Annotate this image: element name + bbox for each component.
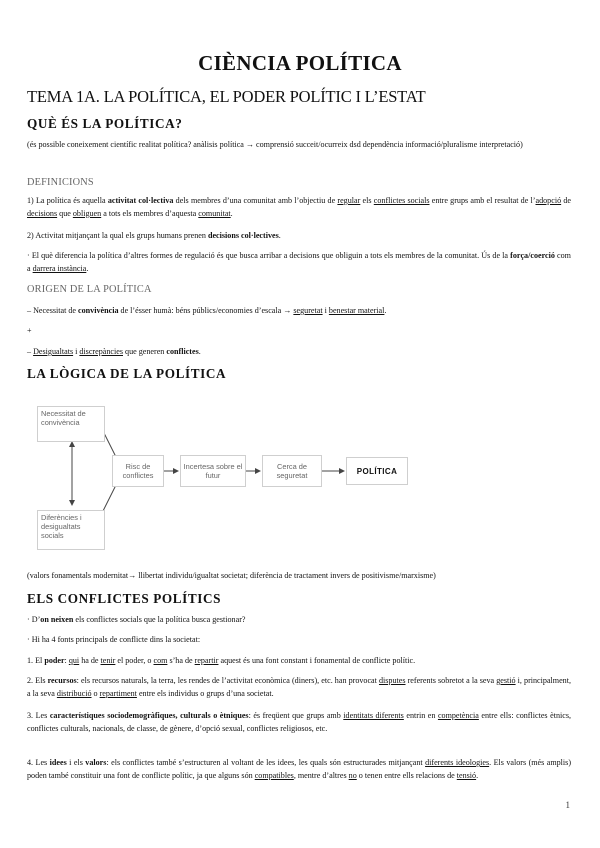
origin-2: – Desigualtats i discrepàncies que generen conflictes. [27,347,201,356]
box-uncertainty: Incertesa sobre el futur [180,455,246,487]
origin-1: – Necessitat de convivència de l’ésser humà: béns públics/economies d’escala → seguretat i benestar material. [27,306,387,315]
conflict-sources-intro: · Hi ha 4 fonts principals de conflicte dins la societat: [27,635,201,644]
origin-plus: + [27,326,32,335]
section-heading-logic-of-politics: LA LÒGICA DE LA POLÍTICA [27,366,227,381]
intro-paragraph: (és possible coneixement científic realitat política? anàlisis política → comprensió succeit/ocurreix dsd dependència informació/pluralisme interpretació) [27,140,523,149]
box-risk-conflicts: Risc de conflictes [112,455,164,487]
box-politics: POLÍTICA [346,457,408,485]
page-subtitle: TEMA 1A. LA POLÍTICA, EL PODER POLÍTIC I L’ESTAT [27,87,426,106]
definition-note: · El què diferencia la política d’altres formes de regulació és que busca arribar a decisions que obliguin a tots els membres de la comunitat. Ús de la força/coerció com a darrera instància. [27,251,571,273]
page-number: 1 [565,800,570,810]
logic-diagram [0,395,600,555]
box-search-security: Cerca de seguretat [262,455,322,487]
conflict-question: · D’on neixen els conflictes socials que la política busca gestionar? [27,615,246,624]
section-heading-political-conflicts: ELS CONFLICTES POLÍTICS [27,591,222,606]
origin-heading: ORIGEN DE LA POLÍTICA [27,284,152,295]
conflict-source-ideas: 4. Les idees i els valors: els conflictes també s’estructuren al voltant de les idees, les quals són estructurades mitjançant diferents ideologies. Els valors (més amplis) poden també constituir una font de conflicte polític, ja que alguns són compatibles, mentre d’altres no o tenen entre ells relacions de tensió. [27,758,572,780]
conflict-source-resources: 2. Els recursos: els recursos naturals, la terra, les rendes de l’activitat econòmica (diners), etc. han provocat disputes referents sobretot a la seva gestió i, principalment, a la seva distribució o repartiment entre els individus o grups d’una societat. [27,676,571,698]
conflict-source-characteristics: 3. Les característiques sociodemogràfiques, culturals o ètniques: és freqüent que grups amb identitats diferents entrin en competència entre ells: conflictes ètnics, conflictes culturals, nacionals, de classe, de gènere, d’opció sexual, conflictes religiosos, etc. [27,711,572,733]
definitions-heading: DEFINICIONS [27,177,94,188]
definition-2: 2) Activitat mitjançant la qual els grups humans prenen decisions col·lectives. [27,231,281,240]
values-note: (valors fonamentals modernitat→ llibertat individu/igualtat societat; diferència de tractament invers de positivisme/marxisme) [27,571,436,580]
section-heading-what-is-politics: QUÈ ÉS LA POLÍTICA? [27,116,183,131]
box-social-differences: Diferències i desigualtats socials [37,510,105,550]
page-title: CIÈNCIA POLÍTICA [198,51,402,75]
box-need-coexistence: Necessitat de convivència [37,406,105,442]
definition-1: 1) La política és aquella activitat col·lectiva dels membres d’una comunitat amb l’objectiu de regular els conflictes socials entre grups amb el resultat de l’adopció de decisions que obliguen a tots els membres d’aquesta comunitat. [27,196,571,218]
conflict-source-power: 1. El poder: qui ha de tenir el poder, o com s’ha de repartir aquest és una font constant i fonamental de conflicte polític. [27,656,416,665]
